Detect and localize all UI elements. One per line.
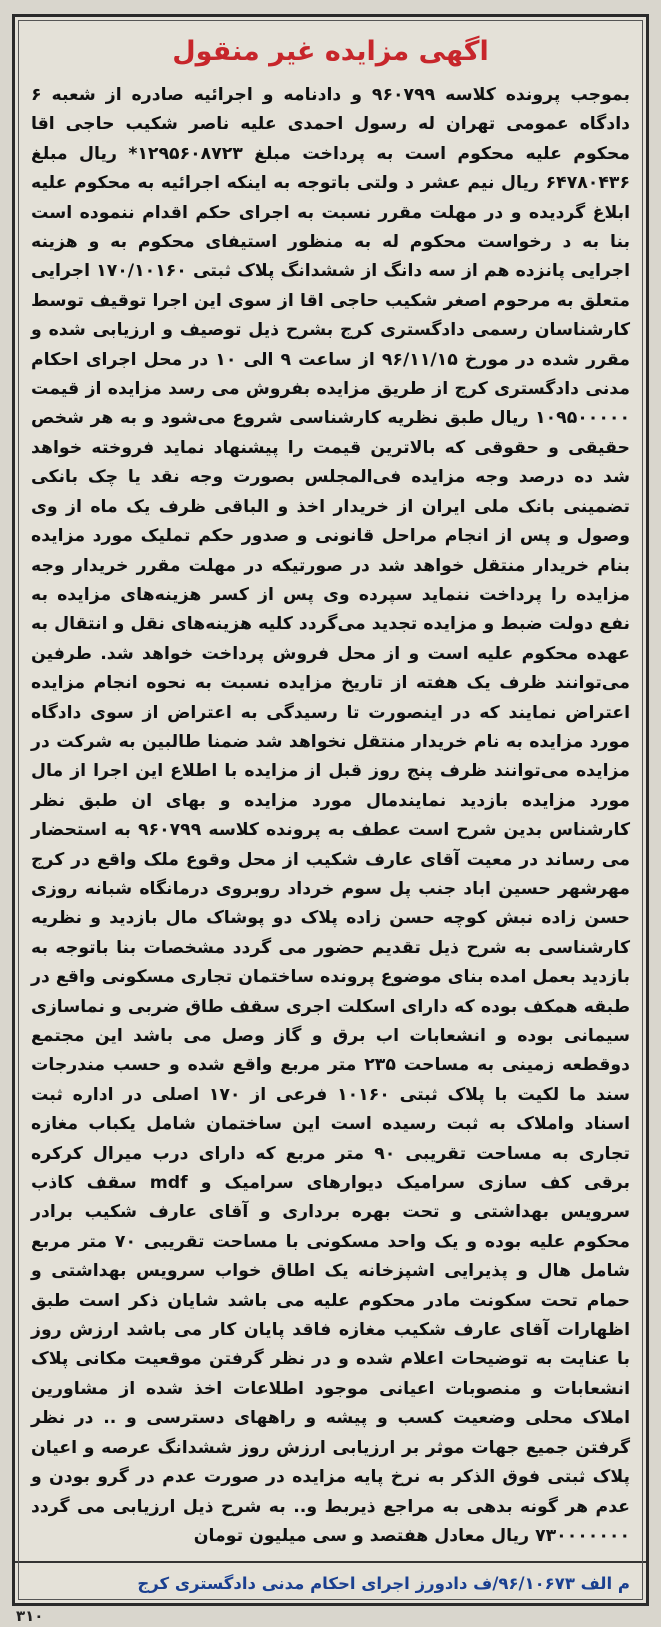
auction-notice-box [12, 14, 649, 1606]
notice-title: اگهی مزایده غیر منقول [172, 36, 489, 67]
page-number: ۳۱۰ [16, 1607, 44, 1625]
notice-body: بموجب پرونده کلاسه ۹۶۰۷۹۹ و دادنامه و اجرائیه صادره از شعبه ۶ دادگاه عمومی تهران له رسول احمدی علیه ناصر شکیب حاجی اقا محکوم علیه محکوم است به پرداخت مبلغ ۱۲۹۵۶۰۸۷۲۳* ریال مبلغ ۶۴۷۸۰۴۳۶ ریال نیم عشر د ولتی باتوجه به اینکه اجرائیه به محکوم علیه ابلاغ گردیده و در مهلت مقرر نسبت به اجرای حکم اقدام ننموده است بنا به د رخواست محکوم له به منظور استیفای محکوم به و هزینه اجرایی پانزده هم از سه دانگ از ششدانگ پلاک ثبتی ۱۷۰/۱۰۱۶۰ اجرایی متعلق به مرحوم اصغر شکیب حاجی اقا از سوی این اجرا توقیف توسط کارشناسان رسمی دادگستری کرج بشرح ذیل توصیف و ارزیابی شده و مقرر شده در مورخ ۹۶/۱۱/۱۵ از ساعت ۹ الی ۱۰ در محل اجرای احکام مدنی دادگستری کرج از طریق مزایده بفروش می رسد مزایده از قیمت ۱۰۹۵۰۰۰۰۰ ریال طبق نظریه کارشناسی شروع می‌شود و به هر شخص حقیقی و حقوقی که بالاترین قیمت را پیشنهاد نماید فروخته خواهد شد ده درصد وجه مزایده فی‌المجلس بصورت وجه نقد یا چک بانکی تضمینی بانک ملی ایران از خریدار اخذ و الباقی ظرف یک ماه از وی وصول و پس از انجام مراحل قانونی و صدور حکم تملیک مورد مزایده بنام خریدار منتقل خواهد شد در صورتیکه در مهلت مقرر خریدار وجه مزایده را پرداخت ننماید سپرده وی پس از کسر هزینه‌های مزایده به نفع دولت ضبط و مزایده تجدید می‌گردد کلیه هزینه‌های نقل و انتقال به عهده محکوم علیه است و از محل فروش پرداخت خواهد شد. طرفین می‌توانند ظرف یک هفته از تاریخ مزایده نسبت به نحوه انجام مزایده اعتراض نمایند که در اینصورت تا رسیدگی به اعتراض از سوی دادگاه مورد مزایده به نام خریدار منتقل نخواهد شد ضمنا طالبین به شرکت در مزایده می‌توانند ظرف پنج روز قبل از مزایده با اطلاع این اجرا از مال مورد مزایده بازدید نمایندمال مورد مزایده و بهای ان طبق نظر کارشناس بدین شرح است عطف به پرونده کلاسه ۹۶۰۷۹۹ به استحضار می رساند در معیت آقای عارف شکیب از محل وقوع ملک واقع در کرج مهرشهر حسین اباد جنب پل سوم خرداد روبروی درمانگاه شبانه روزی حسن زاده نبش کوچه حسن زاده پلاک دو پوشاک مال بازدید و نظریه کارشناسی به شرح ذیل تقدیم حضور می گردد مشخصات بنا باتوجه به بازدید بعمل امده بنای موضوع پرونده ساختمان تجاری مسکونی واقع در طبقه همکف بوده که دارای اسکلت اجری سقف طاق ضربی و نماسازی سیمانی بوده و انشعابات اب برق و گاز وصل می باشد این مجتمع دوقطعه زمینی به مساحت ۲۳۵ متر مربع واقع شده و حسب مندرجات سند ما لکیت با پلاک ثبتی ۱۰۱۶۰ فرعی از ۱۷۰ اصلی در اداره ثبت اسناد واملاک به ثبت رسیده است این ساختمان شامل یکباب مغازه تجاری به مساحت تقریبی ۹۰ متر مربع که دارای درب میرال کرکره برقی کف سازی سرامیک دیوارهای سرامیک و mdf سقف کاذب سرویس بهداشتی و تحت بهره برداری و آقای عارف شکیب برادر محکوم علیه بوده و یک واحد مسکونی با مساحت تقریبی ۷۰ متر مربع شامل هال و پذیرایی اشپزخانه یک اطاق خواب سرویس بهداشتی و حمام تحت سکونت مادر محکوم علیه می باشد شایان ذکر است طبق اظهارات آقای عارف شکیب مغازه فاقد پایان کار می باشد ارزش روز با عنایت به توضیحات اعلام شده و در نظر گرفتن موقعیت مکانی پلاک انشعابات و منصوبات اعیانی موجود اطلاعات اخذ شده از مشاورین املاک محلی وضعیت کسب و پیشه و راههای دسترسی و .. در نظر گرفتن جمیع جهات موثر بر ارزیابی ارزش روز ششدانگ عرصه و اعیان پلاک ثبتی فوق الذکر به نرخ پایه مزایده در صورت عدم در گرو بودن و عدم هر گونه بدهی به مراجع ذیربط و.. به شرح ذیل ارزیابی می گردد ۷۳۰۰۰۰۰۰۰ ریال معادل هفتصد و سی میلیون تومان [31, 85, 631, 1546]
notice-signature: م الف ۹۶/۱۰۶۷۳/ف دادورز اجرای احکام مدنی دادگستری کرج [137, 1574, 630, 1594]
